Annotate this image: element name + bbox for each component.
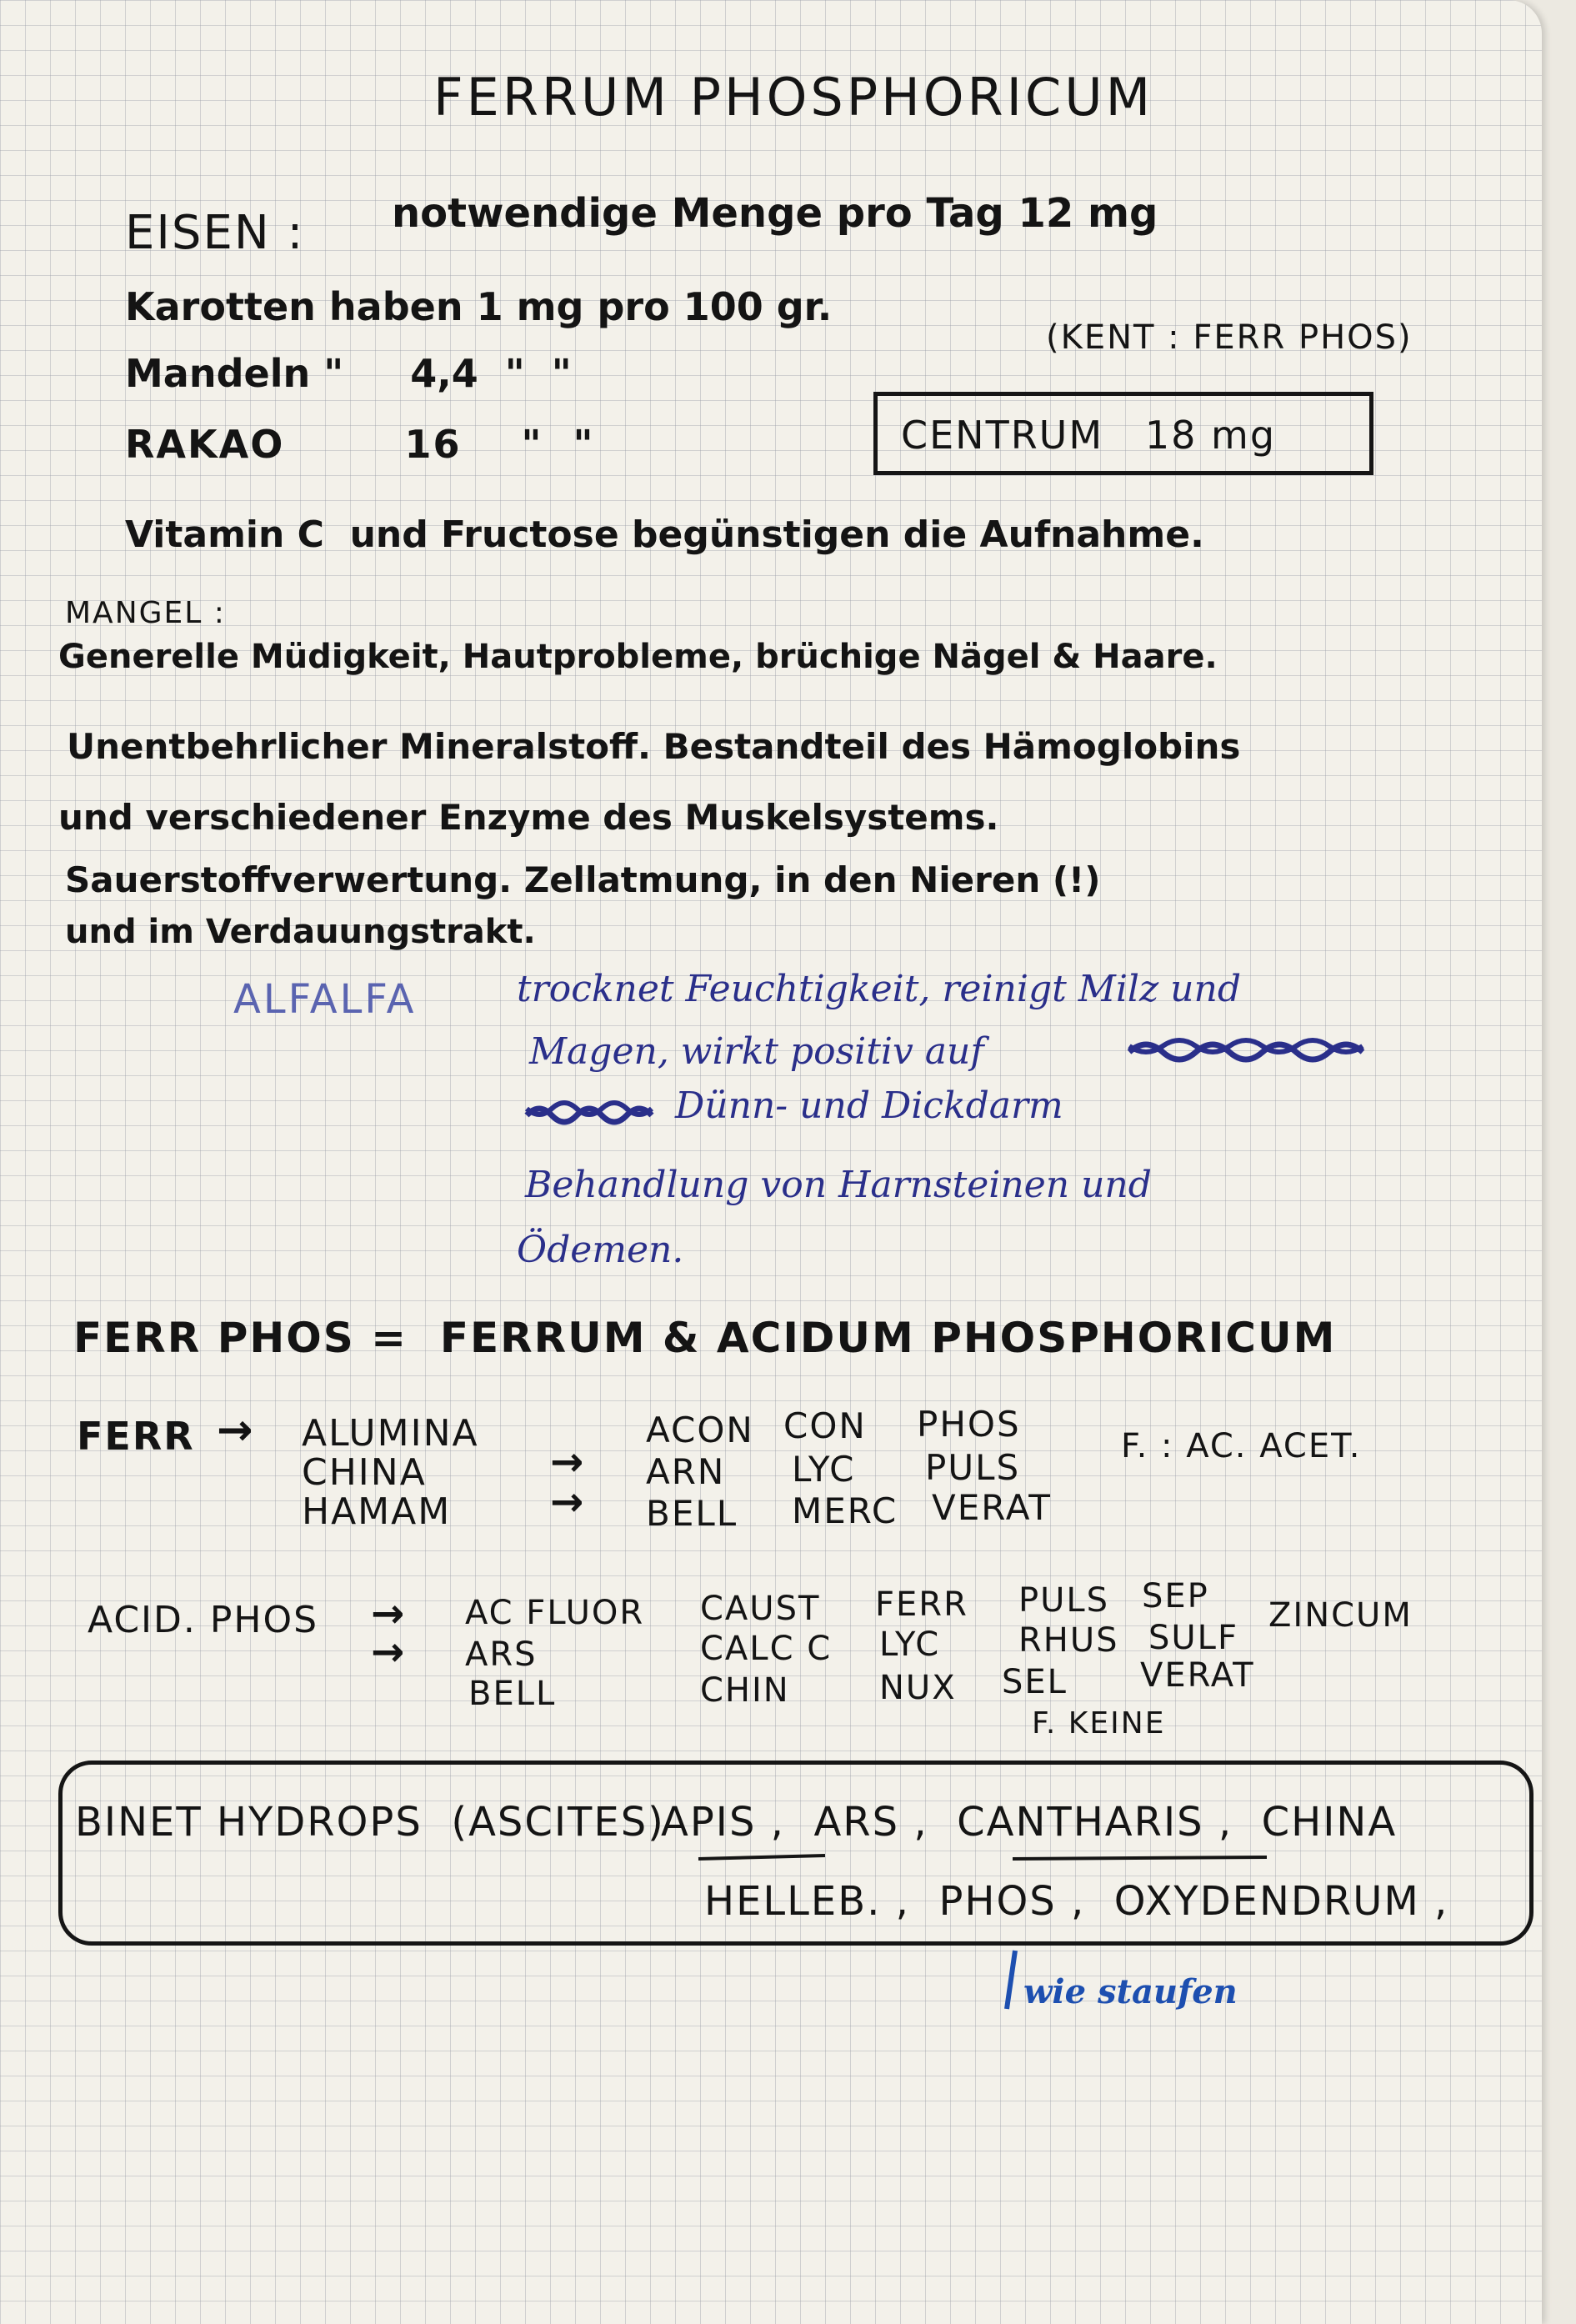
ferr-col3-item: MERC: [792, 1490, 898, 1531]
centrum-text: CENTRUM 18 mg: [901, 413, 1277, 458]
eisen-line: RAKAO 16 " ": [125, 422, 595, 467]
acid-col1-item: BELL: [468, 1675, 557, 1713]
ferr-col1-item: HAMAM: [302, 1490, 452, 1533]
ferr-col2-item: ACON: [646, 1410, 754, 1450]
ferr-col3-item: CON: [783, 1405, 867, 1446]
alfalfa-line: Behandlung von Harnsteinen und: [525, 1164, 1152, 1206]
scribble-1b: [1129, 1040, 1363, 1052]
binet-line2-items: HELLEB. , PHOS , OXYDENDRUM ,: [704, 1878, 1449, 1925]
alfalfa-line: Ödemen.: [517, 1229, 684, 1271]
acid-arrow: →: [371, 1590, 405, 1637]
ferrphos-equation: FERR PHOS = FERRUM & ACIDUM PHOSPHORICUM: [73, 1314, 1337, 1362]
alfalfa-label: ALFALFA: [233, 976, 417, 1023]
acid-col2-item: CALC C: [700, 1630, 833, 1668]
ferr-col4-item: VERAT: [932, 1487, 1052, 1528]
eisen-text: notwendige Menge pro Tag 12 mg: [392, 190, 1158, 237]
ferr-arrow: →: [550, 1439, 584, 1485]
ferr-col4-item: PHOS: [917, 1404, 1021, 1445]
acid-col2-item: CHIN: [700, 1671, 790, 1710]
ferr-col3-item: LYC: [792, 1449, 856, 1490]
acid-col1-item: ARS: [465, 1635, 538, 1674]
acid-col4-item: PULS: [1018, 1581, 1110, 1620]
acid-col3-item: FERR: [875, 1585, 968, 1624]
ferr-col4-item: PULS: [925, 1447, 1021, 1488]
ferr-arrow: →: [217, 1405, 253, 1455]
acid-col3-item: NUX: [879, 1669, 957, 1707]
binet-box: [58, 1761, 1533, 1946]
acid-col4-item: RHUS: [1018, 1621, 1119, 1660]
binet-label: BINET HYDROPS (ASCITES): [75, 1799, 665, 1846]
centrum-box: [873, 392, 1373, 475]
vitamin-line: Vitamin C und Fructose begünstigen die Aufnahme.: [125, 513, 1204, 556]
description-line: und verschiedener Enzyme des Muskelsystems.: [58, 797, 999, 838]
acid-col5-item: VERAT: [1140, 1656, 1255, 1695]
scribble-1: [1129, 1044, 1363, 1059]
ferr-label: FERR: [77, 1414, 195, 1459]
binet-line1-items: APIS , ARS , CANTHARIS , CHINA: [661, 1799, 1398, 1846]
ferr-arrow: →: [550, 1479, 584, 1525]
acid-col2-item: CAUST: [700, 1590, 821, 1628]
page-title: FERRUM PHOSPHORICUM: [433, 67, 1154, 128]
mangel-heading: MANGEL :: [65, 596, 226, 630]
acid-col1-item: AC FLUOR: [465, 1594, 645, 1632]
ferr-col2-item: ARN: [646, 1451, 726, 1492]
footnote-text: wie staufen: [1023, 1972, 1238, 2011]
ferr-note: F. : AC. ACET.: [1121, 1427, 1362, 1465]
description-line: Unentbehrlicher Mineralstoff. Bestandteil des Hämoglobins: [67, 726, 1241, 767]
mangel-text: Generelle Müdigkeit, Hautprobleme, brüchige Nägel & Haare.: [58, 638, 1218, 676]
alfalfa-line: Magen, wirkt positiv auf: [529, 1030, 984, 1073]
acid-col3-item: LYC: [879, 1625, 941, 1664]
description-line: Sauerstoffverwertung. Zellatmung, in den Nieren (!): [65, 859, 1101, 900]
kent-note: (KENT : FERR PHOS): [1046, 318, 1413, 357]
acid-col6-item: ZINCUM: [1268, 1596, 1413, 1635]
acid-label: ACID. PHOS: [88, 1599, 319, 1641]
ferr-col1-item: CHINA: [302, 1451, 427, 1494]
scribble-2b: [527, 1103, 652, 1114]
acid-arrow: →: [371, 1629, 405, 1675]
pointer-stroke: [1007, 1951, 1015, 2009]
alfalfa-line: Dünn- und Dickdarm: [675, 1084, 1063, 1127]
eisen-line: Karotten haben 1 mg pro 100 gr.: [125, 284, 833, 329]
eisen-line: Mandeln " 4,4 " ": [125, 351, 572, 396]
acid-col4-item: SEL: [1002, 1663, 1068, 1701]
ferr-col1-item: ALUMINA: [302, 1412, 479, 1455]
ferr-col2-item: BELL: [646, 1493, 738, 1534]
acid-col5-item: SEP: [1142, 1577, 1209, 1615]
scribble-2: [527, 1109, 652, 1122]
alfalfa-line: trocknet Feuchtigkeit, reinigt Milz und: [517, 968, 1241, 1010]
eisen-heading: EISEN :: [125, 206, 305, 260]
acid-col5-item: SULF: [1148, 1619, 1238, 1657]
description-line: und im Verdauungstrakt.: [65, 913, 536, 951]
acid-note: F. KEINE: [1032, 1706, 1166, 1740]
